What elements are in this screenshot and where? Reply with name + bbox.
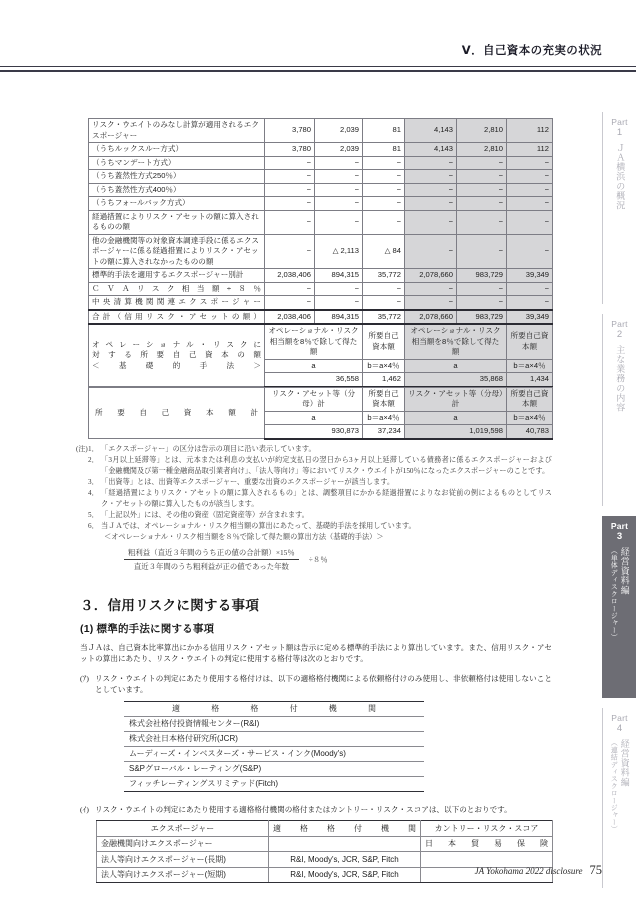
risk-cell: − (507, 210, 553, 234)
part-tab-rail (602, 112, 636, 898)
risk-cell: − (315, 170, 363, 184)
risk-row-label: 他の金融機関等の対象資本調達手段に係るエクスポージャーに係る経過措置によりリスク・アセットの額に算入されなかったものの額 (89, 234, 265, 269)
risk-cell: − (363, 183, 405, 197)
agency-name: S&Pグローバル・レーティング(S&P) (124, 761, 424, 776)
agency-name: 株式会社日本格付研究所(JCR) (124, 731, 424, 746)
page-title: Ⅴ．自己資本の充実の状況 (461, 45, 602, 57)
list-item (124, 776, 424, 791)
risk-cell: 112 (507, 119, 553, 143)
risk-cell: − (363, 210, 405, 234)
country-exposure-cell: 金融機関向けエクスポージャー (97, 836, 269, 852)
country-table-header-exposure: エクスポージャー (97, 821, 269, 837)
eligible-rating-agency-table (124, 701, 424, 792)
risk-cell: − (315, 296, 363, 310)
credit-risk-asset-table (88, 118, 553, 324)
risk-cell: − (507, 183, 553, 197)
tab-part-1[interactable] (602, 112, 636, 304)
risk-cell: − (457, 210, 507, 234)
table-row (89, 170, 553, 184)
risk-row-label: （うちフォールバック方式） (89, 197, 265, 211)
risk-cell: − (405, 156, 457, 170)
note-text: 「出資等」とは、出資等エクスポージャー、重要な出資のエクスポージャーが該当します。 (101, 477, 395, 486)
section-3-item-a (80, 673, 552, 696)
table-row (89, 119, 553, 143)
oprisk-value-a-left: 36,558 (265, 373, 363, 387)
risk-cell: 894,315 (315, 269, 363, 283)
risk-row-label: （うちマンデート方式） (89, 156, 265, 170)
risk-cell: − (507, 296, 553, 310)
risk-cell: − (315, 210, 363, 234)
total-formula-a-right: a (405, 411, 507, 425)
list-item (124, 716, 424, 731)
section-3-item-a-text: リスク・ウエイトの判定にあたり使用する格付けは、以下の適格格付機関による依頼格付けのみ使用し、非依頼格付は使用しないこととしています。 (95, 673, 552, 694)
agency-table-body (124, 716, 424, 791)
risk-row-label: 経過措置によりリスク・アセットの額に算入されるものの額 (89, 210, 265, 234)
risk-cell: − (265, 234, 315, 269)
note-text: 「上記以外」には、その他の資産（固定資産等）が含まれます。 (101, 510, 309, 519)
risk-cell: 4,143 (405, 119, 457, 143)
total-head-b-left: 所要自己資本額 (363, 387, 405, 411)
tab-part-4-sublabel: （連結ディスクロージャー） (610, 739, 618, 833)
section-3-1-heading: (1) 標準的手法に関する事項 (80, 622, 215, 635)
agency-name: ムーディーズ・インベスターズ・サービス・インク(Moody's) (124, 746, 424, 761)
note-text: 「エクスポージャー」の区分は告示の項目に沿い表示しています。 (101, 444, 316, 453)
risk-cell: − (363, 156, 405, 170)
footer-page-number: 75 (589, 863, 602, 877)
note-text: 「経過措置によりリスク・アセットの額に算入されるもの」とは、調整項目にかかる経過措置によりなお従前の例によるものとしてリスク・アセットの額に算入したものが該当します。 (101, 488, 552, 508)
risk-cell: − (363, 197, 405, 211)
section-3-item-b-text: リスク・ウエイトの判定にあたり使用する適格格付機関の格付またはカントリー・リスク・スコアは、以下のとおりです。 (95, 804, 512, 814)
oprisk-row-label (89, 324, 265, 387)
notes-tag: (注) (76, 444, 88, 453)
risk-cell: 2,078,660 (405, 310, 457, 324)
operational-risk-table (88, 323, 553, 388)
risk-cell: − (507, 170, 553, 184)
table-row (89, 324, 553, 359)
total-row-label: 所要自己資本額計 (89, 387, 265, 439)
risk-cell: − (507, 156, 553, 170)
note-text: 当ＪＡでは、オペレーショナル・リスク相当額の算出にあたって、基礎的手法を採用しています。 (101, 521, 416, 530)
risk-cell: − (363, 282, 405, 296)
tab-part-1-label: ＪＡ横浜の概況 (615, 143, 626, 211)
tab-part-4-word: Part (611, 713, 628, 723)
section-3-item-b (80, 804, 552, 816)
table-header-row (124, 701, 424, 716)
note-number: 1． (88, 444, 99, 453)
agency-table-header: 適格格付機関 (124, 701, 424, 716)
risk-cell: − (507, 234, 553, 269)
country-exposure-cell: 法人等向けエクスポージャー(短期) (97, 867, 269, 883)
total-formula-b-left: b＝a×4％ (363, 411, 405, 425)
risk-cell: − (315, 197, 363, 211)
risk-cell: − (405, 282, 457, 296)
risk-cell: 2,078,660 (405, 269, 457, 283)
risk-cell: − (265, 170, 315, 184)
country-score-cell: 日本貿易保険 (421, 836, 553, 852)
credit-risk-asset-body (89, 119, 553, 324)
country-agency-cell: R&I, Moody's, JCR, S&P, Fitch (269, 852, 421, 868)
risk-cell: − (457, 197, 507, 211)
risk-cell: 81 (363, 119, 405, 143)
note-item (88, 521, 552, 532)
risk-cell: − (265, 197, 315, 211)
tab-part-3-word: Part (610, 521, 629, 531)
country-exposure-cell: 法人等向けエクスポージャー(長期) (97, 852, 269, 868)
risk-cell: 35,772 (363, 269, 405, 283)
total-value-b-right: 40,783 (507, 425, 553, 439)
oprisk-formula-a-left: a (265, 359, 363, 373)
risk-cell: − (315, 183, 363, 197)
footer-text: JA Yokohama 2022 disclosure (474, 866, 583, 876)
total-head-a-right: リスク・アセット等（分母）計 (405, 387, 507, 411)
risk-cell: 2,039 (315, 119, 363, 143)
notes-sub-line: ＜オペレーショナル・リスク相当額を８％で除して得た額の算出方法（基礎的手法）＞ (104, 532, 384, 541)
risk-cell: − (265, 296, 315, 310)
oprisk-head-b-left: 所要自己資本額 (363, 324, 405, 359)
tab-part-2[interactable] (602, 314, 636, 506)
tab-part-4-label: 経営資料編 (619, 739, 630, 787)
table-row (89, 282, 553, 296)
tab-part-4[interactable] (602, 708, 636, 888)
table-row (89, 143, 553, 157)
tab-part-1-number: 1 (616, 127, 623, 138)
oprisk-head-a-left: オペレーショナル・リスク相当額を8％で除して得た額 (265, 324, 363, 359)
oprisk-formula (124, 547, 552, 572)
section-3-heading: ３．信用リスクに関する事項 (80, 597, 260, 613)
risk-cell: 81 (363, 143, 405, 157)
risk-cell: 983,729 (457, 269, 507, 283)
oprisk-formula-numerator: 粗利益（直近３年間のうち正の値の合計額）×15％ (124, 547, 299, 560)
oprisk-formula-tail: ÷８％ (308, 554, 328, 564)
risk-cell: − (507, 197, 553, 211)
risk-cell: 2,038,406 (265, 269, 315, 283)
risk-cell: 2,039 (315, 143, 363, 157)
oprisk-formula-b-left: b＝a×4％ (363, 359, 405, 373)
total-value-b-left: 37,234 (363, 425, 405, 439)
risk-cell: 4,143 (405, 143, 457, 157)
table-row (97, 836, 553, 852)
tab-part-2-label: 主な業務の内容 (615, 345, 626, 413)
risk-row-label: （うち蓋然性方式250％） (89, 170, 265, 184)
risk-cell: − (457, 156, 507, 170)
risk-cell: 3,780 (265, 143, 315, 157)
page-footer (475, 863, 602, 878)
country-agency-cell: R&I, Moody's, JCR, S&P, Fitch (269, 867, 421, 883)
oprisk-value-b-right: 1,434 (507, 373, 553, 387)
tab-part-3-number: 3 (616, 531, 623, 542)
risk-cell: − (457, 296, 507, 310)
table-row (89, 197, 553, 211)
risk-cell: 35,772 (363, 310, 405, 324)
section-3-intro: 当ＪＡは、自己資本比率算出にかかる信用リスク・アセット額は告示に定める標準的手法により算出しています。また、信用リスク・アセットの算出にあたり、リスク・ウエイトの判定に使用する格付等は次のとおりです。 (80, 642, 552, 663)
risk-row-label: 中央清算機関関連エクスポージャー (89, 296, 265, 310)
note-number: 3． (88, 477, 99, 486)
table-row (89, 296, 553, 310)
tab-part-3-label: 経営資料編 (619, 547, 630, 595)
risk-cell: 112 (507, 143, 553, 157)
risk-row-label: （うち蓋然性方式400％） (89, 183, 265, 197)
risk-row-label: ＣＶＡリスク相当額÷８％ (89, 282, 265, 296)
agency-name: 株式会社格付投資情報センター(R&I) (124, 716, 424, 731)
total-formula-b-right: b＝a×4％ (507, 411, 553, 425)
risk-cell: − (405, 210, 457, 234)
risk-cell: − (457, 170, 507, 184)
note-item (88, 455, 552, 477)
risk-cell: 894,315 (315, 310, 363, 324)
note-number: 2． (88, 455, 99, 464)
note-number: 4． (88, 488, 99, 497)
table-header-row (97, 821, 553, 837)
oprisk-head-b-right: 所要自己資本額 (507, 324, 553, 359)
risk-cell: − (457, 234, 507, 269)
total-value-a-left: 930,873 (265, 425, 363, 439)
note-item (88, 444, 552, 455)
risk-cell: − (363, 296, 405, 310)
risk-cell: − (507, 282, 553, 296)
table-row (89, 310, 553, 324)
country-table-header-agency: 適格格付機関 (269, 821, 421, 837)
total-head-b-right: 所要自己資本額 (507, 387, 553, 411)
risk-row-label: 合計（信用リスク・アセットの額） (89, 310, 265, 324)
risk-cell: 983,729 (457, 310, 507, 324)
tab-part-2-word: Part (611, 319, 628, 329)
tab-part-2-number: 2 (616, 329, 623, 340)
oprisk-head-a-right: オペレーショナル・リスク相当額を8％で除して得た額 (405, 324, 507, 359)
risk-cell: − (265, 156, 315, 170)
risk-cell: − (457, 183, 507, 197)
oprisk-row-label-line1: オペレーショナル・リスクに (92, 339, 261, 349)
risk-cell: − (265, 210, 315, 234)
risk-cell: − (265, 282, 315, 296)
note-item (88, 477, 552, 488)
risk-cell: 2,038,406 (265, 310, 315, 324)
header-rule-top (0, 66, 636, 67)
oprisk-formula-fraction (124, 547, 299, 572)
table-row (89, 387, 553, 411)
note-item (88, 510, 552, 521)
country-agency-cell (269, 836, 421, 852)
risk-cell: − (265, 183, 315, 197)
agency-name: フィッチレーティングスリミテッド(Fitch) (124, 776, 424, 791)
country-table-header-country: カントリー・リスク・スコア (421, 821, 553, 837)
total-head-a-left: リスク・アセット等（分母）計 (265, 387, 363, 411)
risk-cell: △ 2,113 (315, 234, 363, 269)
header-rule-bottom (0, 70, 636, 72)
list-item (124, 731, 424, 746)
risk-cell: − (405, 197, 457, 211)
risk-row-label: 標準的手法を適用するエクスポージャー別計 (89, 269, 265, 283)
risk-cell: △ 84 (363, 234, 405, 269)
section-3-item-a-mark: (ｱ) (80, 673, 89, 683)
table-row (89, 183, 553, 197)
oprisk-row-label-line2: 対する所要自己資本の額 (92, 350, 261, 360)
note-number: 6． (88, 521, 99, 530)
total-required-capital-table (88, 387, 553, 440)
list-item (124, 761, 424, 776)
oprisk-value-b-left: 1,462 (363, 373, 405, 387)
oprisk-formula-denominator: 直近３年間のうち粗利益が正の値であった年数 (133, 561, 289, 571)
list-item (124, 746, 424, 761)
content-column (76, 118, 552, 883)
note-item (88, 488, 552, 510)
risk-cell: − (405, 170, 457, 184)
oprisk-formula-a-right: a (405, 359, 507, 373)
table-row (89, 156, 553, 170)
table-row (89, 269, 553, 283)
risk-row-label: （うちルックスルー方式） (89, 143, 265, 157)
risk-cell: − (405, 234, 457, 269)
risk-cell: − (315, 282, 363, 296)
risk-cell: 2,810 (457, 119, 507, 143)
note-number: 5． (88, 510, 99, 519)
risk-cell: − (315, 156, 363, 170)
total-formula-a-left: a (265, 411, 363, 425)
risk-cell: 39,349 (507, 310, 553, 324)
tab-part-4-number: 4 (616, 723, 623, 734)
table-notes (76, 444, 552, 572)
note-text: 「3月以上延滞等」とは、元本または利息の支払いが約定支払日の翌日から3ヶ月以上延滞している債務者に係るエクスポージャーおよび「金融機関及び第一種金融商品取引業者向け」、「法人等向け」等においてリスク・ウエイトが150％になったエクスポージャーのことです。 (101, 455, 552, 475)
tab-part-3-sublabel: （単体ディスクロージャー） (610, 547, 618, 641)
oprisk-row-label-line3: ＜基礎的手法＞ (92, 360, 261, 370)
tab-part-1-word: Part (611, 117, 628, 127)
table-row (89, 234, 553, 269)
risk-cell: 3,780 (265, 119, 315, 143)
risk-cell: − (405, 296, 457, 310)
oprisk-formula-b-right: b＝a×4％ (507, 359, 553, 373)
total-value-a-right: 1,019,598 (405, 425, 507, 439)
risk-row-label: リスク・ウエイトのみなし計算が適用されるエクスポージャー (89, 119, 265, 143)
section-3-item-b-mark: (ｲ) (80, 804, 89, 814)
tab-part-3[interactable] (602, 516, 636, 698)
risk-cell: − (457, 282, 507, 296)
notes-list (88, 444, 552, 532)
table-row (89, 210, 553, 234)
oprisk-value-a-right: 35,868 (405, 373, 507, 387)
risk-cell: − (405, 183, 457, 197)
risk-cell: − (363, 170, 405, 184)
page-header (0, 40, 636, 74)
risk-cell: 2,810 (457, 143, 507, 157)
risk-cell: 39,349 (507, 269, 553, 283)
